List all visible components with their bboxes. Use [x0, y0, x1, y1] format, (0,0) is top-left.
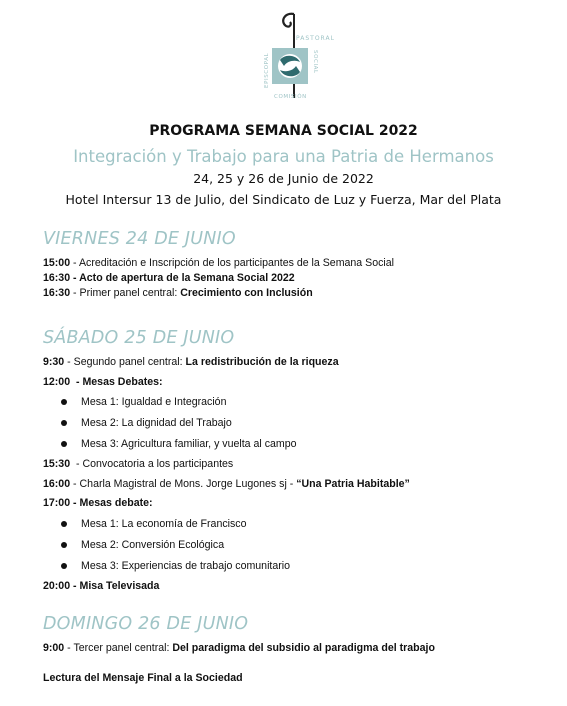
schedule-item: 15:30 - Convocatoria a los participantes [43, 458, 234, 470]
program-venue: Hotel Intersur 13 de Julio, del Sindicato de Luz y Fuerza, Mar del Plata [65, 192, 502, 207]
comision-pastoral-social-logo [254, 10, 335, 106]
schedule-item: 12:00 - Mesas Debates: [43, 376, 163, 388]
bullet-icon [61, 441, 67, 447]
program-title: PROGRAMA SEMANA SOCIAL 2022 [149, 123, 418, 139]
closing-line: Lectura del Mensaje Final a la Sociedad [43, 672, 243, 684]
schedule-item: 20:00 - Misa Televisada [43, 580, 160, 592]
schedule-item: 15:00 - Acreditación e Inscripción de los participantes de la Semana Social [43, 257, 394, 269]
bullet-icon [61, 399, 67, 405]
logo-text-bottom: COMISIÓN [274, 94, 307, 100]
day-title-domingo: DOMINGO 26 DE JUNIO [43, 614, 249, 634]
bullet-icon [61, 563, 67, 569]
program-dates: 24, 25 y 26 de Junio de 2022 [193, 171, 374, 186]
crozier-icon [283, 14, 294, 27]
schedule-item: 16:30 - Acto de apertura de la Semana Social 2022 [43, 272, 295, 284]
schedule-item: 9:30 - Segundo panel central: La redistribución de la riqueza [43, 356, 339, 368]
day-title-viernes: VIERNES 24 DE JUNIO [43, 229, 236, 249]
logo-text-right: SOCIAL [312, 50, 318, 74]
program-header [0, 121, 567, 209]
schedule-item: 16:00 - Charla Magistral de Mons. Jorge Lugones sj - “Una Patria Habitable” [43, 478, 410, 490]
schedule-item: 16:30 - Primer panel central: Crecimiento con Inclusión [43, 287, 313, 299]
day-title-sabado: SÁBADO 25 DE JUNIO [43, 328, 235, 348]
bullet-icon [61, 521, 67, 527]
bullet-icon [61, 542, 67, 548]
schedule-item: 17:00 - Mesas debate: [43, 497, 153, 509]
logo-text-top: PASTORAL [296, 35, 335, 42]
program-subtitle: Integración y Trabajo para una Patria de Hermanos [73, 147, 494, 166]
schedule-item: 9:00 - Tercer panel central: Del paradigma del subsidio al paradigma del trabajo [43, 642, 435, 654]
bullet-icon [61, 420, 67, 426]
logo-text-left: EPISCOPAL [264, 52, 270, 88]
